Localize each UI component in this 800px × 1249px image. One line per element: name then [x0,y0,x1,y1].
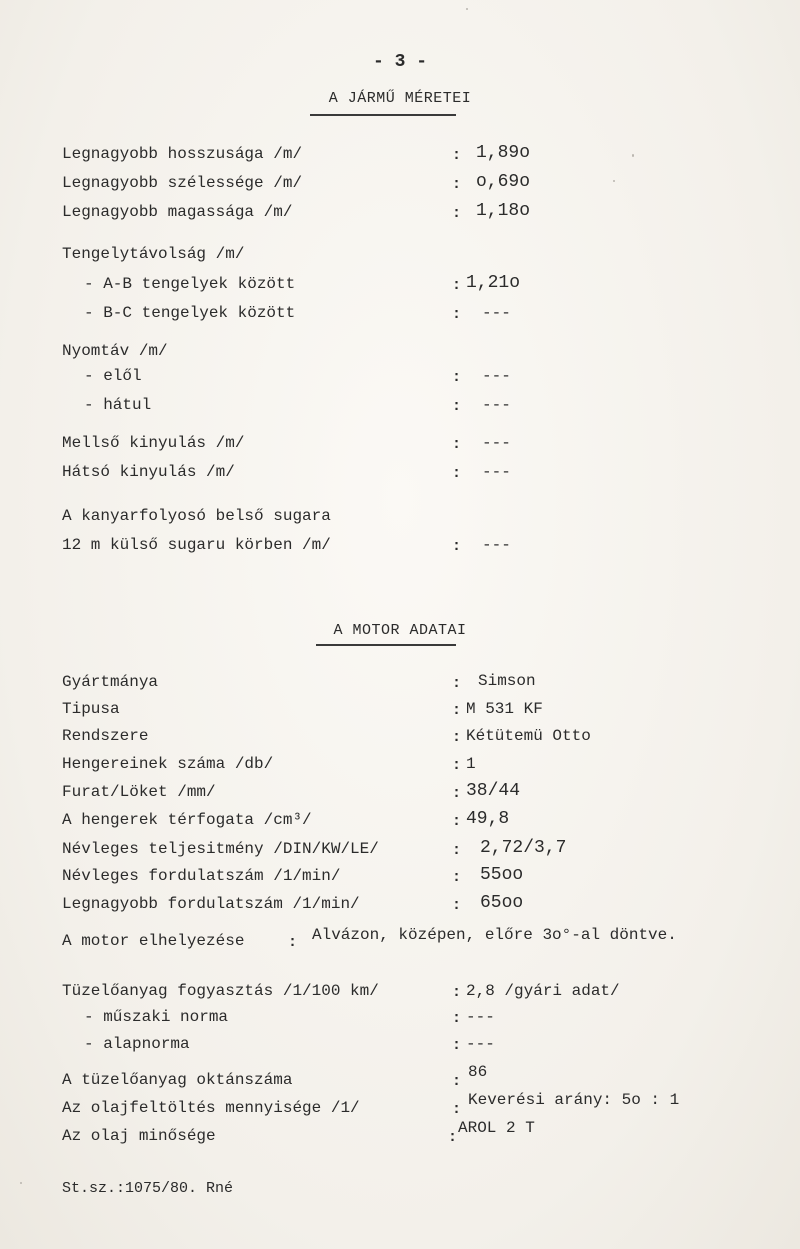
row-separator: : [452,729,462,746]
row-value: --- [482,434,511,452]
row-separator: : [452,369,462,386]
row-label: Mellső kinyulás /m/ [62,434,245,452]
scan-speck [613,180,615,182]
row-value: M 531 KF [466,700,543,718]
row-separator: : [452,205,462,222]
row-value: --- [482,367,511,385]
row-value: Alvázon, középen, előre 3o°-al döntve. [312,926,677,944]
row-separator: : [452,465,462,482]
row-separator: : [448,1129,458,1146]
row-label: - alapnorma [84,1035,190,1053]
row-label: Legnagyobb magassága /m/ [62,203,293,221]
scan-speck [20,1182,22,1184]
row-value: 2,72/3,7 [480,838,567,858]
row-separator: : [452,306,462,323]
row-separator: : [452,897,462,914]
title-underline [310,114,456,116]
row-label: Névleges fordulatszám /1/min/ [62,867,341,885]
row-separator: : [452,1073,462,1090]
row-separator: : [452,785,462,802]
row-separator: : [452,436,462,453]
row-label: Rendszere [62,727,149,745]
section-title-dimensions: A JÁRMŰ MÉRETEI [328,90,472,107]
row-value: 86 [468,1063,488,1081]
row-separator: : [452,702,462,719]
row-value: Simson [478,672,536,690]
row-value: AROL 2 T [458,1119,535,1137]
row-separator: : [452,277,462,294]
row-value: --- [482,536,511,554]
scan-speck [632,154,634,157]
row-separator: : [452,1101,462,1118]
row-value: 2,8 /gyári adat/ [466,982,620,1000]
row-label: - B-C tengelyek között [84,304,296,322]
row-label: Tengelytávolság /m/ [62,245,245,263]
row-label: Legnagyobb fordulatszám /1/min/ [62,895,360,913]
reference-number: St.sz.:1075/80. Rné [62,1180,234,1197]
row-label: Furat/Löket /mm/ [62,783,216,801]
row-value: 38/44 [466,781,521,801]
title-underline [316,644,456,646]
row-label: Legnagyobb szélessége /m/ [62,174,303,192]
row-label: A motor elhelyezése [62,932,245,950]
row-label: - elől [84,367,142,385]
row-value: --- [482,396,511,414]
row-label: Tüzelőanyag fogyasztás /1/100 km/ [62,982,379,1000]
row-separator: : [452,842,462,859]
row-value: --- [482,304,511,322]
row-value: Keverési arány: 5o : 1 [468,1091,680,1109]
row-label: Névleges teljesitmény /DIN/KW/LE/ [62,840,379,858]
row-separator: : [452,538,462,555]
row-label: Legnagyobb hosszusága /m/ [62,145,303,163]
row-label: - hátul [84,396,152,414]
row-label: - műszaki norma [84,1008,229,1026]
row-label: Az olajfeltöltés mennyisége /1/ [62,1099,360,1117]
row-label: Hátsó kinyulás /m/ [62,463,235,481]
scan-speck [466,8,468,10]
row-separator: : [452,398,462,415]
row-separator: : [452,757,462,774]
row-separator: : [452,1037,462,1054]
row-value: 1,18o [476,201,531,221]
row-label: A kanyarfolyosó belső sugara [62,507,331,525]
row-separator: : [452,1010,462,1027]
row-separator: : [452,176,462,193]
row-value: --- [466,1035,495,1053]
section-title-engine: A MOTOR ADATAI [333,622,467,639]
page-number: - 3 - [372,52,427,72]
row-value: o,69o [476,172,531,192]
row-value: --- [466,1008,495,1026]
row-value: --- [482,463,511,481]
row-label: A hengerek térfogata /cm³/ [62,811,312,829]
row-value: 1 [466,755,476,773]
row-label: 12 m külső sugaru körben /m/ [62,536,331,554]
row-label: Hengereinek száma /db/ [62,755,274,773]
row-value: 49,8 [466,809,510,829]
row-value: 65oo [480,893,524,913]
row-separator: : [452,675,462,692]
row-separator: : [452,813,462,830]
row-value: Kétütemü Otto [466,727,591,745]
row-label: - A-B tengelyek között [84,275,296,293]
row-separator: : [452,984,462,1001]
row-value: 1,89o [476,143,531,163]
row-label: A tüzelőanyag oktánszáma [62,1071,293,1089]
row-label: Az olaj minősége [62,1127,216,1145]
row-value: 55oo [480,865,524,885]
row-label: Tipusa [62,700,120,718]
row-separator: : [288,934,298,951]
row-label: Gyártmánya [62,673,159,691]
row-separator: : [452,869,462,886]
row-separator: : [452,147,462,164]
row-label: Nyomtáv /m/ [62,342,168,360]
row-value: 1,21o [466,273,521,293]
